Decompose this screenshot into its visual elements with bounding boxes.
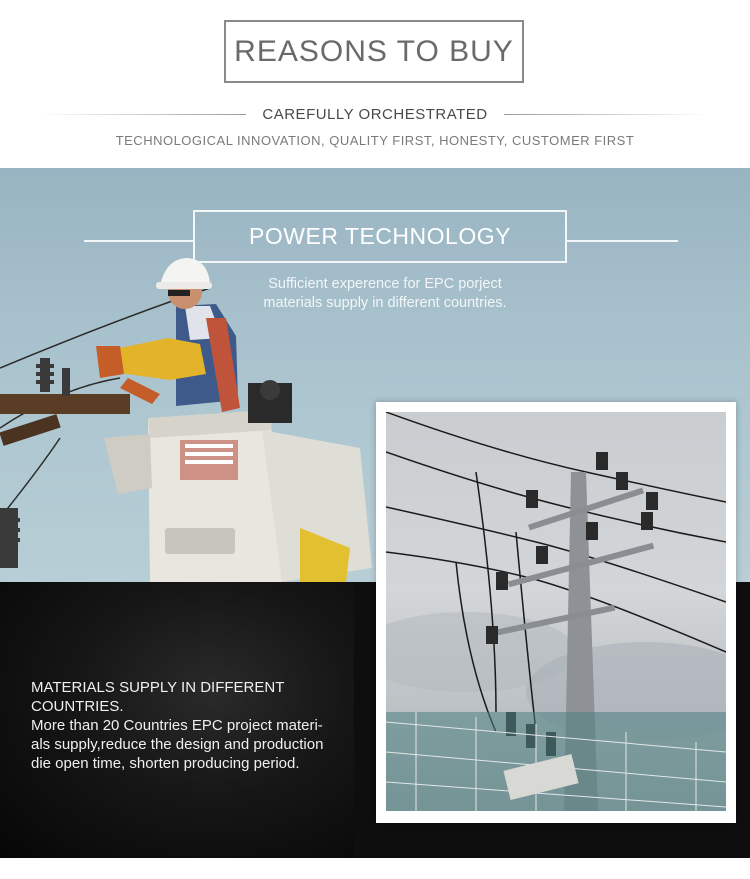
power-desc-line1: Sufficient experence for EPC porject (268, 276, 502, 292)
materials-body-line3: die open time, shorten producing period. (31, 755, 300, 772)
materials-body-line2: als supply,reduce the design and production (31, 736, 324, 753)
materials-body-line1: More than 20 Countries EPC project materi- (31, 717, 323, 734)
header-section (0, 0, 750, 168)
power-title-line-right (566, 240, 678, 242)
power-pole-photo (386, 412, 726, 811)
power-technology-description (230, 275, 540, 313)
power-title-line-left (84, 240, 194, 242)
power-technology-title: POWER TECHNOLOGY (193, 210, 567, 263)
bottom-strip (0, 858, 750, 879)
page-title: REASONS TO BUY (224, 20, 524, 83)
materials-heading-line2: COUNTRIES. (31, 698, 124, 715)
power-pole-photo-frame (376, 402, 736, 823)
tagline: TECHNOLOGICAL INNOVATION, QUALITY FIRST, HONESTY, CUSTOMER FIRST (115, 133, 635, 148)
materials-heading-line1: MATERIALS SUPPLY IN DIFFERENT (31, 679, 285, 696)
subtitle: CAREFULLY ORCHESTRATED (262, 106, 488, 123)
materials-text (31, 678, 351, 773)
power-pole-image (386, 412, 726, 811)
power-desc-line2: materials supply in different countries. (263, 295, 507, 311)
